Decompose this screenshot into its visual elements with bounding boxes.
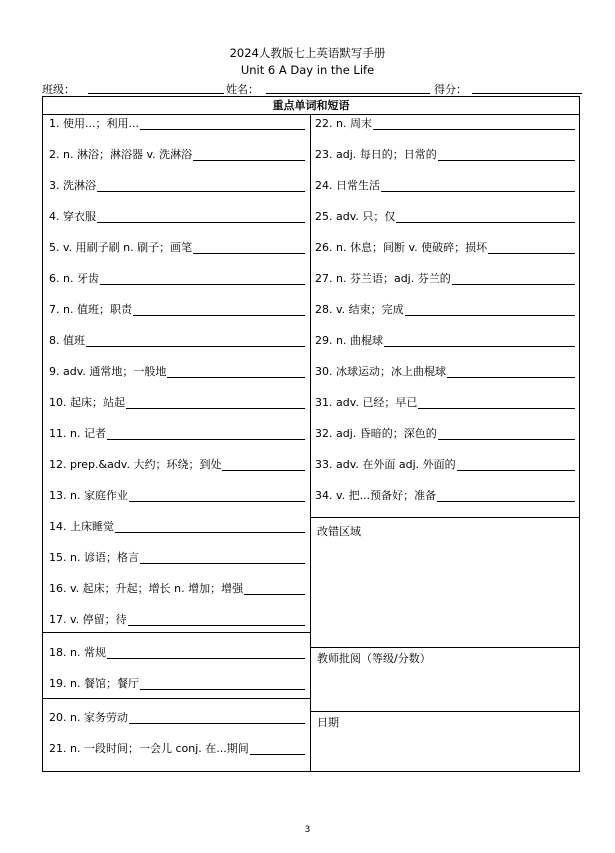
item-text: 27. n. 芬兰语；adj. 芬兰的 [315,272,451,285]
answer-blank[interactable] [107,646,305,659]
unit-subtitle: Unit 6 A Day in the Life [240,63,375,77]
list-item [315,396,575,412]
list-item [49,551,305,567]
list-item [49,711,305,727]
item-text: 3. 洗淋浴 [49,179,96,192]
answer-blank[interactable] [115,520,305,533]
answer-blank[interactable] [384,334,575,347]
vocabulary-table [42,96,580,772]
answer-blank[interactable] [452,272,575,285]
answer-blank[interactable] [133,303,305,316]
answer-blank[interactable] [86,334,305,347]
list-item [49,210,305,226]
list-item [49,396,305,412]
answer-blank[interactable] [437,489,575,502]
item-text: 30. 冰球运动；冰上曲棍球 [315,365,446,378]
item-text: 33. adv. 在外面 adj. 外面的 [315,458,456,471]
item-text: 21. n. 一段时间；一会儿 conj. 在...期间 [49,742,249,755]
score-label: 得分： [434,83,467,96]
item-text: 28. v. 结束；完成 [315,303,404,316]
correction-area-top-border [311,517,579,518]
list-item [49,272,305,288]
item-text: 17. v. 停留；待 [49,613,127,626]
section-divider [43,632,311,633]
answer-blank[interactable] [396,210,575,223]
item-text: 14. 上床睡觉 [49,520,114,533]
list-item [315,117,575,133]
item-text: 19. n. 餐馆；餐厅 [49,677,139,690]
list-item [315,148,575,164]
item-text: 31. adv. 已经；早已 [315,396,418,409]
item-text: 9. adv. 通常地；一般地 [49,365,167,378]
class-label: 班级： [42,83,75,96]
list-item [49,241,305,257]
answer-blank[interactable] [97,210,305,223]
item-text: 2. n. 淋浴；淋浴器 v. 洗淋浴 [49,148,193,161]
answer-blank[interactable] [140,117,305,130]
list-item [49,427,305,443]
answer-blank[interactable] [488,241,575,254]
answer-blank[interactable] [405,303,575,316]
item-text: 32. adj. 昏暗的；深色的 [315,427,437,440]
item-text: 5. v. 用刷子刷 n. 刷子；画笔 [49,241,193,254]
answer-blank[interactable] [97,179,305,192]
item-text: 29. n. 曲棍球 [315,334,383,347]
section-divider [43,698,311,699]
answer-blank[interactable] [140,677,305,690]
table-heading: 重点单词和短语 [43,97,579,115]
score-field[interactable] [472,93,582,94]
name-label: 姓名： [226,83,259,96]
list-item [315,241,575,257]
column-divider [310,114,311,771]
list-item [315,489,575,505]
answer-blank[interactable] [373,117,575,130]
item-text: 8. 值班 [49,334,85,347]
list-item [49,520,305,536]
answer-blank[interactable] [193,148,305,161]
answer-blank[interactable] [140,551,305,564]
item-text: 26. n. 休息；间断 v. 使破碎；损坏 [315,241,488,254]
list-item [49,334,305,350]
item-text: 20. n. 家务劳动 [49,711,128,724]
item-text: 15. n. 谚语；格言 [49,551,139,564]
teacher-review-top-border [311,647,579,648]
teacher-review-label: 教师批阅（等级/分数） [317,652,431,665]
item-text: 18. n. 常规 [49,646,106,659]
answer-blank[interactable] [438,427,575,440]
list-item [49,303,305,319]
answer-blank[interactable] [129,711,305,724]
page-number: 3 [304,825,311,835]
list-item [49,489,305,505]
item-text: 16. v. 起床；升起；增长 n. 增加；增强 [49,582,244,595]
answer-blank[interactable] [250,742,305,755]
item-text: 6. n. 牙齿 [49,272,99,285]
item-text: 13. n. 家庭作业 [49,489,128,502]
answer-blank[interactable] [100,272,305,285]
list-item [49,613,305,629]
list-item [49,458,305,474]
answer-blank[interactable] [381,179,575,192]
answer-blank[interactable] [447,365,575,378]
item-text: 11. n. 记者 [49,427,106,440]
list-item [315,303,575,319]
list-item [49,117,305,133]
list-item [315,365,575,381]
list-item [49,742,305,758]
item-text: 34. v. 把...预备好；准备 [315,489,437,502]
item-text: 25. adv. 只；仅 [315,210,396,223]
item-text: 24. 日常生活 [315,179,380,192]
item-text: 4. 穿衣服 [49,210,96,223]
answer-blank[interactable] [457,458,575,471]
date-top-border [311,711,579,712]
document-title: 2024人教版七上英语默写手册 [229,46,386,60]
list-item [315,272,575,288]
answer-blank[interactable] [418,396,575,409]
list-item [49,646,305,662]
answer-blank[interactable] [129,489,305,502]
item-text: 12. prep.&adv. 大约；环绕；到处 [49,458,222,471]
list-item [315,210,575,226]
answer-blank[interactable] [222,458,305,471]
answer-blank[interactable] [244,582,305,595]
answer-blank[interactable] [126,396,305,409]
item-text: 23. adj. 每日的；日常的 [315,148,437,161]
item-text: 1. 使用...；利用... [49,117,139,130]
answer-blank[interactable] [128,613,305,626]
answer-blank[interactable] [167,365,305,378]
student-info-row [42,81,582,95]
list-item [315,179,575,195]
list-item [49,179,305,195]
list-item [315,427,575,443]
list-item [315,334,575,350]
answer-blank[interactable] [193,241,305,254]
item-text: 7. n. 值班；职责 [49,303,132,316]
list-item [49,365,305,381]
answer-blank[interactable] [107,427,305,440]
correction-area-label: 改错区域 [317,525,361,538]
list-item [49,582,305,598]
date-label: 日期 [317,716,339,729]
class-field[interactable] [88,93,224,94]
answer-blank[interactable] [438,148,575,161]
item-text: 22. n. 周末 [315,117,372,130]
list-item [49,677,305,693]
item-text: 10. 起床；站起 [49,396,125,409]
list-item [315,458,575,474]
list-item [49,148,305,164]
name-field[interactable] [266,93,430,94]
